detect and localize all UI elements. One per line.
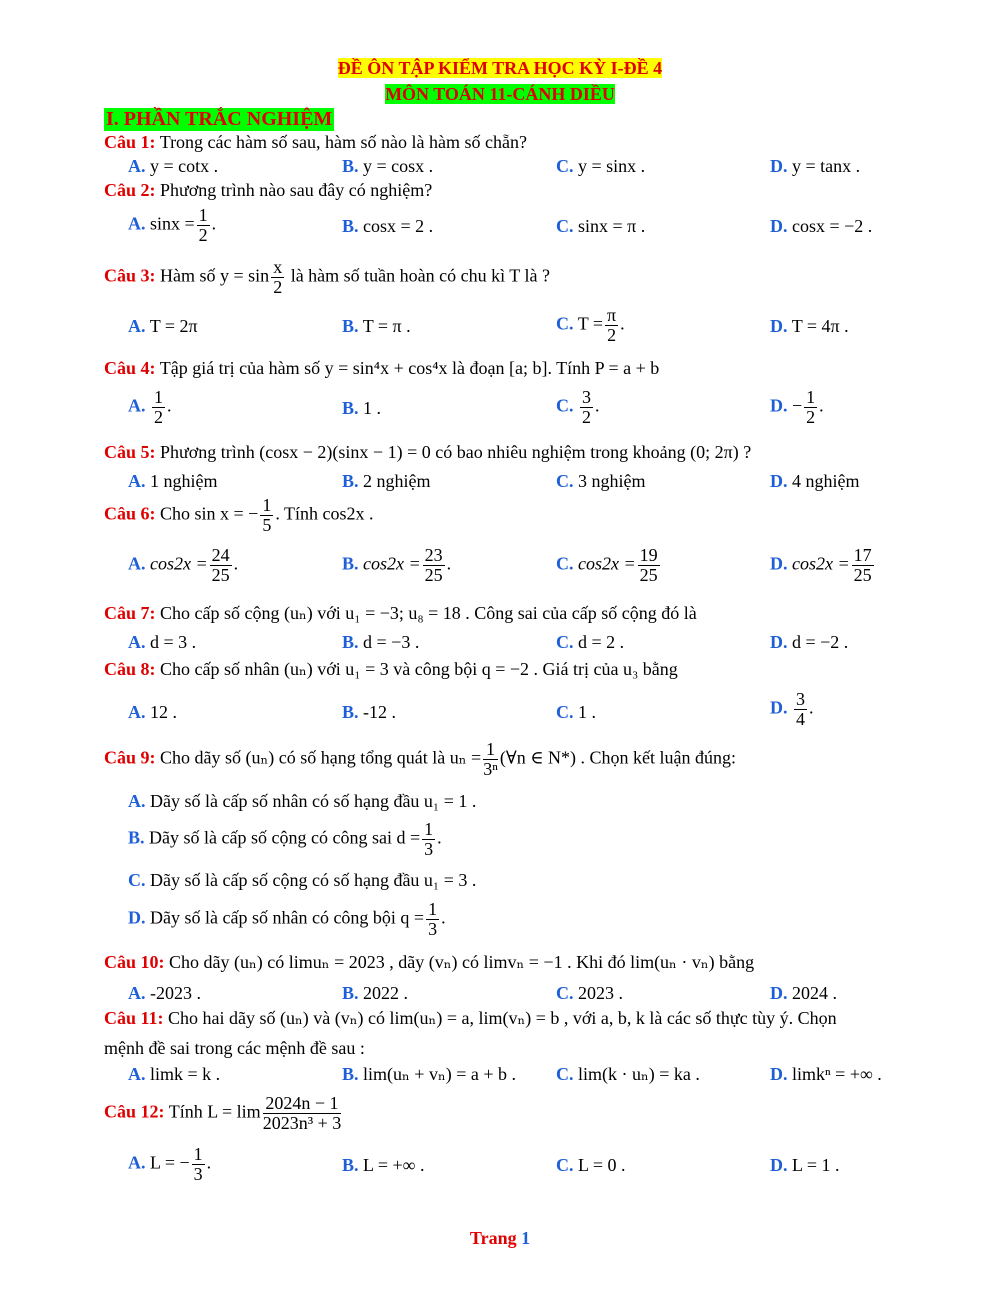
q2-option-a[interactable]: A. sinx = $\frac{1}{2}$ .	[128, 205, 217, 245]
q4-option-b[interactable]: B. 1 .	[342, 398, 382, 418]
question-4: Câu 4: Tập giá trị của hàm số y = sin⁴x + cos⁴x là đoạn [a; b]. Tính P = a + b	[104, 358, 660, 378]
q10-option-d[interactable]: D. 2024 .	[770, 983, 837, 1003]
question-8: Câu 8: Cho cấp số nhân (uₙ) với u₁ = 3 và công bội q = −2 . Giá trị của u₃ bằng	[104, 659, 678, 679]
q2-option-b[interactable]: B. cosx = 2 .	[342, 216, 434, 236]
q5-option-d[interactable]: D. 4 nghiệm	[770, 471, 860, 491]
question-1: Câu 1: Trong các hàm số sau, hàm số nào là hàm số chẵn?	[104, 132, 527, 152]
q1-option-c[interactable]: C. y = sinx .	[556, 156, 646, 176]
question-5: Câu 5: Phương trình (cosx − 2)(sinx − 1) = 0 có bao nhiêu nghiệm trong khoảng (0; 2π) ?	[104, 442, 752, 462]
q12-option-c[interactable]: C. L = 0 .	[556, 1155, 626, 1175]
q10-option-b[interactable]: B. 2022 .	[342, 983, 409, 1003]
q1-option-a[interactable]: A. y = cotx .	[128, 156, 219, 176]
section-title: I. PHẦN TRẮC NGHIỆM	[106, 108, 333, 130]
q4-option-c[interactable]: C. $\frac{3}{2}$ .	[556, 387, 600, 427]
q11-option-d[interactable]: D. limkⁿ = +∞ .	[770, 1064, 882, 1084]
q9-option-d[interactable]: D. Dãy số là cấp số nhân có công bội q = $\frac{1}{3}$ .	[128, 899, 446, 939]
question-11-line2: mệnh đề sai trong các mệnh đề sau :	[104, 1038, 365, 1058]
q8-option-a[interactable]: A. 12 .	[128, 702, 177, 722]
q8-option-d[interactable]: D. $\frac{3}{4}$ .	[770, 689, 814, 729]
q10-option-a[interactable]: A. -2023 .	[128, 983, 201, 1003]
q3-option-b[interactable]: B. T = π .	[342, 316, 411, 336]
q12-option-b[interactable]: B. L = +∞ .	[342, 1155, 425, 1175]
question-9: Câu 9: Cho dãy số (uₙ) có số hạng tổng quát là uₙ = $\frac{1}{\text{3ⁿ}}$ (∀n ∈ N*) . Chọn kết luận đúng:	[104, 739, 737, 779]
q12-option-d[interactable]: D. L = 1 .	[770, 1155, 840, 1175]
q3-option-a[interactable]: A. T = 2π	[128, 316, 198, 336]
q7-option-a[interactable]: A. d = 3 .	[128, 632, 197, 652]
q11-option-b[interactable]: B. lim(uₙ + vₙ) = a + b .	[342, 1064, 517, 1084]
q5-option-c[interactable]: C. 3 nghiệm	[556, 471, 646, 491]
q6-option-a[interactable]: A. cos2x = $\frac{24}{25}$ .	[128, 545, 239, 585]
q11-option-a[interactable]: A. limk = k .	[128, 1064, 221, 1084]
q4-option-a[interactable]: A. $\frac{1}{2}$ .	[128, 387, 172, 427]
q3-option-c[interactable]: C. T = $\frac{\pi}{2}$ .	[556, 305, 625, 345]
question-10: Câu 10: Cho dãy (uₙ) có limuₙ = 2023 , dãy (vₙ) có limvₙ = −1 . Khi đó lim(uₙ · vₙ) bằng	[104, 952, 755, 972]
q3-option-d[interactable]: D. T = 4π .	[770, 316, 849, 336]
question-6: Câu 6: Cho sin x = − $\frac{1}{5}$ . Tính cos2x .	[104, 495, 374, 535]
question-12: Câu 12: Tính L = lim $\frac{2024n - 1}{\text{2023n³ + 3}}$	[104, 1093, 342, 1133]
q7-option-c[interactable]: C. d = 2 .	[556, 632, 625, 652]
question-7: Câu 7: Cho cấp số cộng (uₙ) với u₁ = −3; u₈ = 18 . Công sai của cấp số cộng đó là	[104, 603, 697, 623]
q2-option-d[interactable]: D. cosx = −2 .	[770, 216, 873, 236]
q5-option-b[interactable]: B. 2 nghiệm	[342, 471, 431, 491]
q12-option-a[interactable]: A. L = − $\frac{1}{3}$ .	[128, 1144, 212, 1184]
q9-option-b[interactable]: B. Dãy số là cấp số cộng có công sai d = $\frac{1}{3}$ .	[128, 819, 442, 859]
question-3: Câu 3: Hàm số y = sin $\frac{x}{2}$ là hàm số tuần hoàn có chu kì T là ?	[104, 257, 550, 297]
q4-option-d[interactable]: D. − $\frac{1}{2}$ .	[770, 387, 824, 427]
q8-option-c[interactable]: C. 1 .	[556, 702, 596, 722]
q1-option-d[interactable]: D. y = tanx .	[770, 156, 861, 176]
q7-option-b[interactable]: B. d = −3 .	[342, 632, 420, 652]
q9-option-a[interactable]: A. Dãy số là cấp số nhân có số hạng đầu u₁ = 1 .	[128, 791, 477, 811]
q6-option-d[interactable]: D. cos2x = $\frac{17}{25}$	[770, 545, 872, 585]
q6-option-c[interactable]: C. cos2x = $\frac{19}{25}$	[556, 545, 658, 585]
q8-option-b[interactable]: B. -12 .	[342, 702, 397, 722]
q7-option-d[interactable]: D. d = −2 .	[770, 632, 849, 652]
q2-option-c[interactable]: C. sinx = π .	[556, 216, 646, 236]
exam-title: ĐỀ ÔN TẬP KIỂM TRA HỌC KỲ I-ĐỀ 4	[337, 58, 663, 78]
q6-option-b[interactable]: B. cos2x = $\frac{23}{25}$ .	[342, 545, 452, 585]
question-11: Câu 11: Cho hai dãy số (uₙ) và (vₙ) có lim(uₙ) = a, lim(vₙ) = b , với a, b, k là các số thực tùy ý. Chọn	[104, 1008, 837, 1028]
page-footer: Trang 1	[469, 1228, 531, 1248]
question-2: Câu 2: Phương trình nào sau đây có nghiệm?	[104, 180, 433, 200]
q9-option-c[interactable]: C. Dãy số là cấp số cộng có số hạng đầu u₁ = 3 .	[128, 870, 477, 890]
q5-option-a[interactable]: A. 1 nghiệm	[128, 471, 218, 491]
q11-option-c[interactable]: C. lim(k · uₙ) = ka .	[556, 1064, 700, 1084]
q1-option-b[interactable]: B. y = cosx .	[342, 156, 434, 176]
exam-subtitle: MÔN TOÁN 11-CÁNH DIỀU	[385, 84, 615, 104]
q10-option-c[interactable]: C. 2023 .	[556, 983, 623, 1003]
